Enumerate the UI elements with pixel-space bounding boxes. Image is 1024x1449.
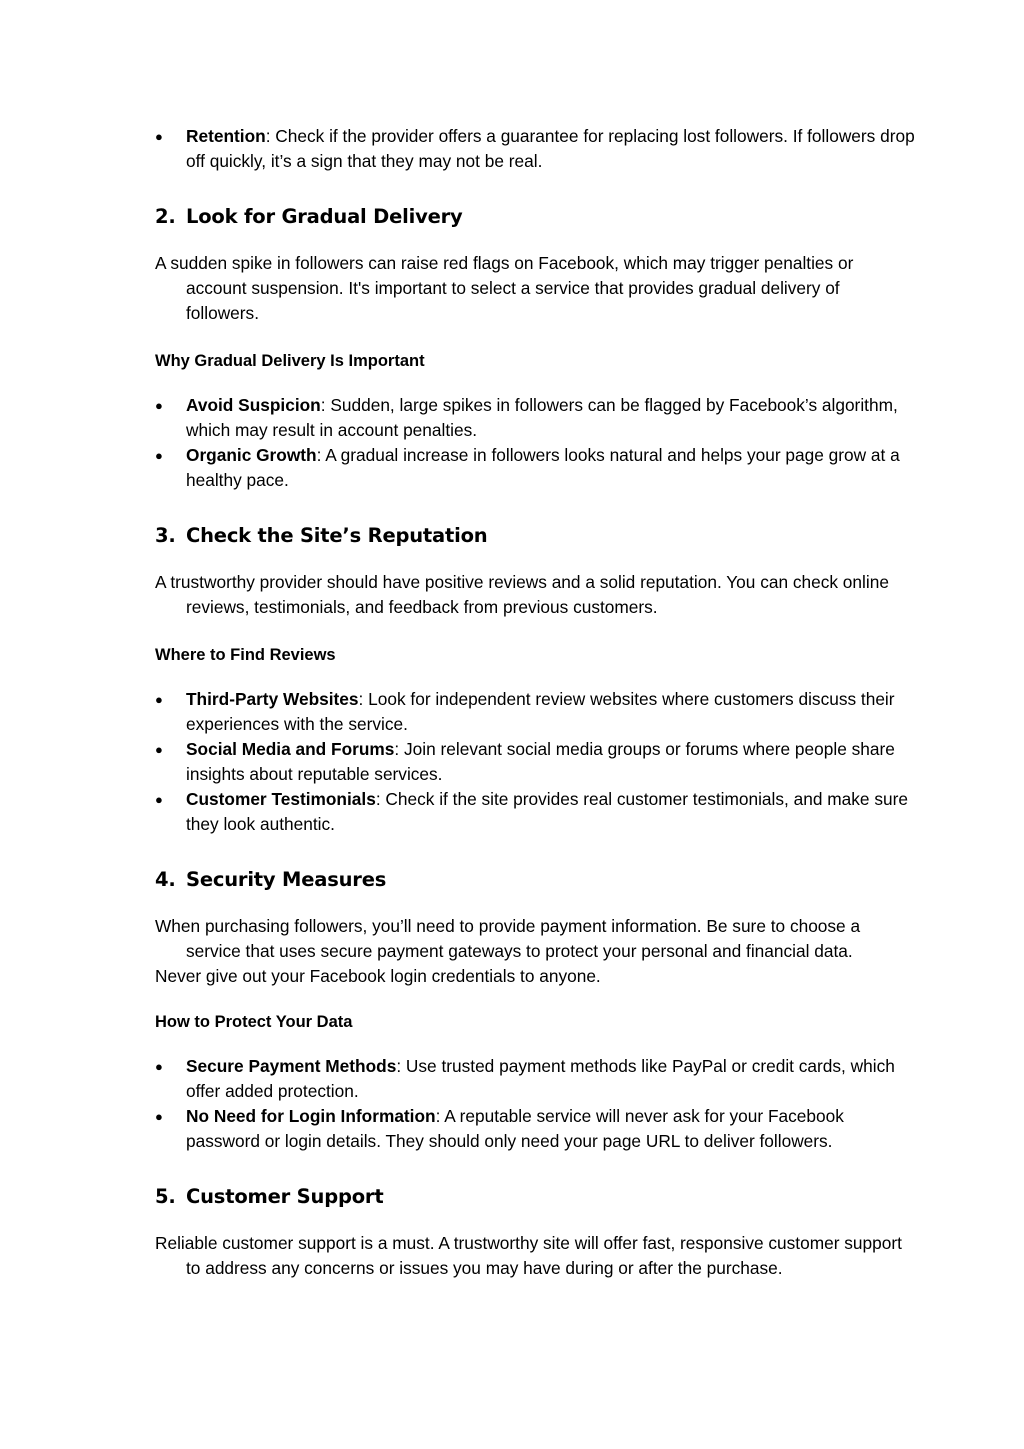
- list-item-term: No Need for Login Information: [186, 1106, 436, 1126]
- section-title: Look for Gradual Delivery: [186, 205, 463, 228]
- bullet-icon: ●: [155, 1109, 163, 1124]
- list-item-term: Avoid Suspicion: [186, 395, 321, 415]
- section-security-measures: [155, 867, 915, 1154]
- list-item: [155, 393, 915, 443]
- subheading: Why Gradual Delivery Is Important: [155, 352, 425, 370]
- list-item-term: Secure Payment Methods: [186, 1056, 397, 1076]
- section-number: 4.: [155, 868, 176, 891]
- section-site-reputation: [155, 523, 915, 837]
- list-item-term: Social Media and Forums: [186, 739, 395, 759]
- subheading: Where to Find Reviews: [155, 646, 336, 664]
- section-customer-support: [155, 1184, 915, 1281]
- list-item-term: Retention: [186, 126, 266, 146]
- paragraph: When purchasing followers, you’ll need to provide payment information. Be sure to choose a service that uses secure payment gateways to protect your personal and financial data.: [155, 916, 861, 961]
- paragraph: A trustworthy provider should have positive reviews and a solid reputation. You can check online reviews, testimonials, and feedback from previous customers.: [155, 572, 889, 617]
- section-heading: [155, 867, 915, 893]
- subheading: How to Protect Your Data: [155, 1013, 353, 1031]
- list-item: [155, 787, 915, 837]
- bullet-icon: ●: [155, 448, 163, 463]
- section-number: 3.: [155, 524, 176, 547]
- intro-bullet-list: [155, 124, 915, 174]
- section-heading: [155, 204, 915, 230]
- bullet-icon: ●: [155, 692, 163, 707]
- list-item-text: : A gradual increase in followers looks natural and helps your page grow at a healthy pace.: [186, 445, 900, 490]
- section-number: 2.: [155, 205, 176, 228]
- list-item-term: Third-Party Websites: [186, 689, 359, 709]
- list-item-text: : A reputable service will never ask for your Facebook password or login details. They should only need your page URL to deliver followers.: [186, 1106, 844, 1151]
- paragraph: Never give out your Facebook login credentials to anyone.: [155, 966, 601, 986]
- bullet-icon: ●: [155, 1059, 163, 1074]
- list-item: [155, 443, 915, 493]
- list-item: [155, 737, 915, 787]
- bullet-list: [155, 393, 915, 493]
- list-item-text: : Check if the provider offers a guarantee for replacing lost followers. If followers drop off quickly, it’s a sign that they may not be real.: [186, 126, 915, 171]
- bullet-icon: ●: [155, 398, 163, 413]
- list-item: [155, 1104, 915, 1154]
- paragraph: A sudden spike in followers can raise red flags on Facebook, which may trigger penalties or account suspension. It's important to select a service that provides gradual delivery of followers.: [155, 253, 854, 323]
- list-item-text: : Look for independent review websites where customers discuss their experiences with the service.: [186, 689, 895, 734]
- list-item-term: Organic Growth: [186, 445, 317, 465]
- section-title: Security Measures: [186, 868, 387, 891]
- section-heading: [155, 523, 915, 549]
- document-page: [155, 124, 915, 1281]
- bullet-icon: ●: [155, 742, 163, 757]
- list-item-text: : Use trusted payment methods like PayPal or credit cards, which offer added protection.: [186, 1056, 895, 1101]
- bullet-icon: ●: [155, 792, 163, 807]
- list-item: [155, 1054, 915, 1104]
- bullet-list: [155, 1054, 915, 1154]
- list-item: [155, 687, 915, 737]
- bullet-list: [155, 687, 915, 837]
- list-item-text: : Join relevant social media groups or forums where people share insights about reputable services.: [186, 739, 895, 784]
- list-item-text: : Sudden, large spikes in followers can be flagged by Facebook’s algorithm, which may result in account penalties.: [186, 395, 898, 440]
- section-title: Customer Support: [186, 1185, 384, 1208]
- section-title: Check the Site’s Reputation: [186, 524, 488, 547]
- section-number: 5.: [155, 1185, 176, 1208]
- section-heading: [155, 1184, 915, 1210]
- list-item-text: : Check if the site provides real customer testimonials, and make sure they look authentic.: [186, 789, 908, 834]
- bullet-icon: ●: [155, 129, 163, 144]
- list-item: [155, 124, 915, 174]
- paragraph: Reliable customer support is a must. A trustworthy site will offer fast, responsive customer support to address any concerns or issues you may have during or after the purchase.: [155, 1233, 902, 1278]
- list-item-term: Customer Testimonials: [186, 789, 376, 809]
- section-gradual-delivery: [155, 204, 915, 493]
